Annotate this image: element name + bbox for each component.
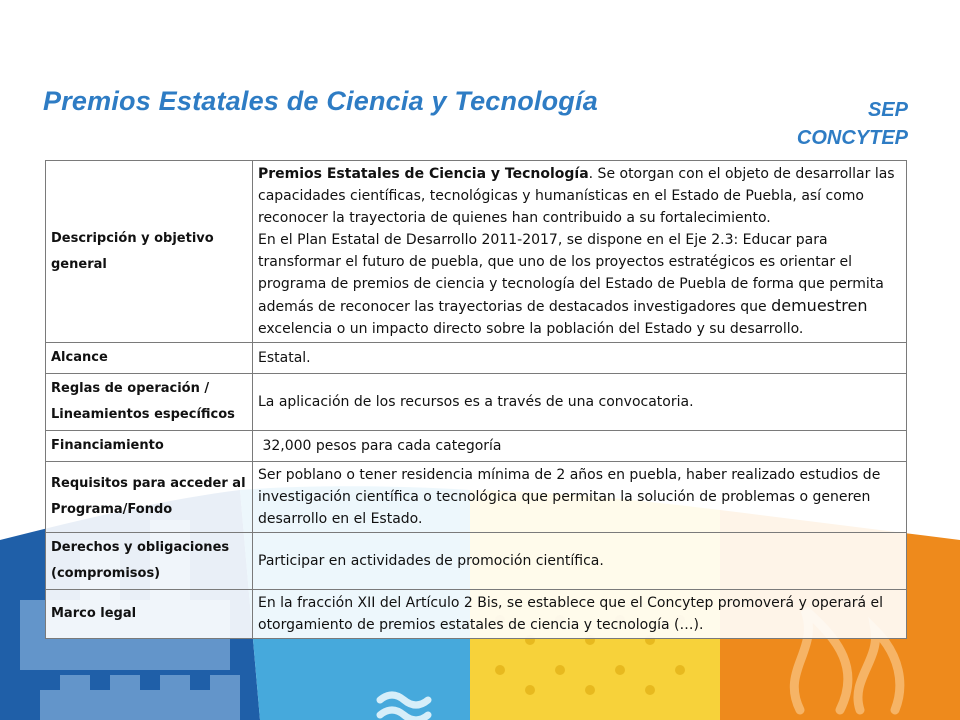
row-value: En la fracción XII del Artículo 2 Bis, se establece que el Concytep promoverá y operará el otorgamiento de premios estatales de ciencia y tecnología (…). <box>253 590 907 639</box>
table-row <box>46 431 907 462</box>
row-label: Marco legal <box>46 590 253 639</box>
row-value: 32,000 pesos para cada categoría <box>253 431 907 462</box>
row-label: Derechos y obligaciones (compromisos) <box>46 533 253 590</box>
table-row <box>46 374 907 431</box>
description-p1: . Se otorgan con el objeto de desarrollar las capacidades científicas, tecnológicas y humanísticas en el Estado de Puebla, así como reconocer la trayectoria de quienes han contribuido a su fortalecimiento. <box>258 166 895 226</box>
page-title: Premios Estatales de Ciencia y Tecnología <box>43 86 598 116</box>
description-p2c: excelencia o un impacto directo sobre la población del Estado y su desarrollo. <box>258 321 804 337</box>
table-row <box>46 533 907 590</box>
row-label: Requisitos para acceder al Programa/Fondo <box>46 462 253 533</box>
org-concytep: CONCYTEP <box>796 127 908 149</box>
row-value: La aplicación de los recursos es a través de una convocatoria. <box>253 374 907 431</box>
row-value-description <box>253 161 907 343</box>
row-label: Alcance <box>46 343 253 374</box>
row-value: Estatal. <box>253 343 907 374</box>
program-info-table <box>45 160 907 639</box>
table-row <box>46 343 907 374</box>
description-p2b: demuestren <box>771 296 868 315</box>
row-label: Financiamiento <box>46 431 253 462</box>
org-sep: SEP <box>867 99 908 121</box>
table-row <box>46 590 907 639</box>
description-lead: Premios Estatales de Ciencia y Tecnología <box>258 166 589 182</box>
row-label: Descripción y objetivo general <box>46 161 253 343</box>
row-value: Participar en actividades de promoción científica. <box>253 533 907 590</box>
table-row <box>46 462 907 533</box>
description-p2a: En el Plan Estatal de Desarrollo 2011-2017, se dispone en el Eje 2.3: Educar para transformar el futuro de puebla, que uno de los proyectos estratégicos es orientar el programa de premios de ciencia y tecnología del Estado de Puebla de forma que permita además de reconocer las trayectorias de destacados investigadores que <box>258 232 884 315</box>
row-value: Ser poblano o tener residencia mínima de 2 años en puebla, haber realizado estudios de investigación científica o tecnológica que permitan la solución de problemas o generen desarrollo en el Estado. <box>253 462 907 533</box>
organization-label <box>797 96 908 152</box>
row-label: Reglas de operación / Lineamientos específicos <box>46 374 253 431</box>
table-row <box>46 161 907 343</box>
